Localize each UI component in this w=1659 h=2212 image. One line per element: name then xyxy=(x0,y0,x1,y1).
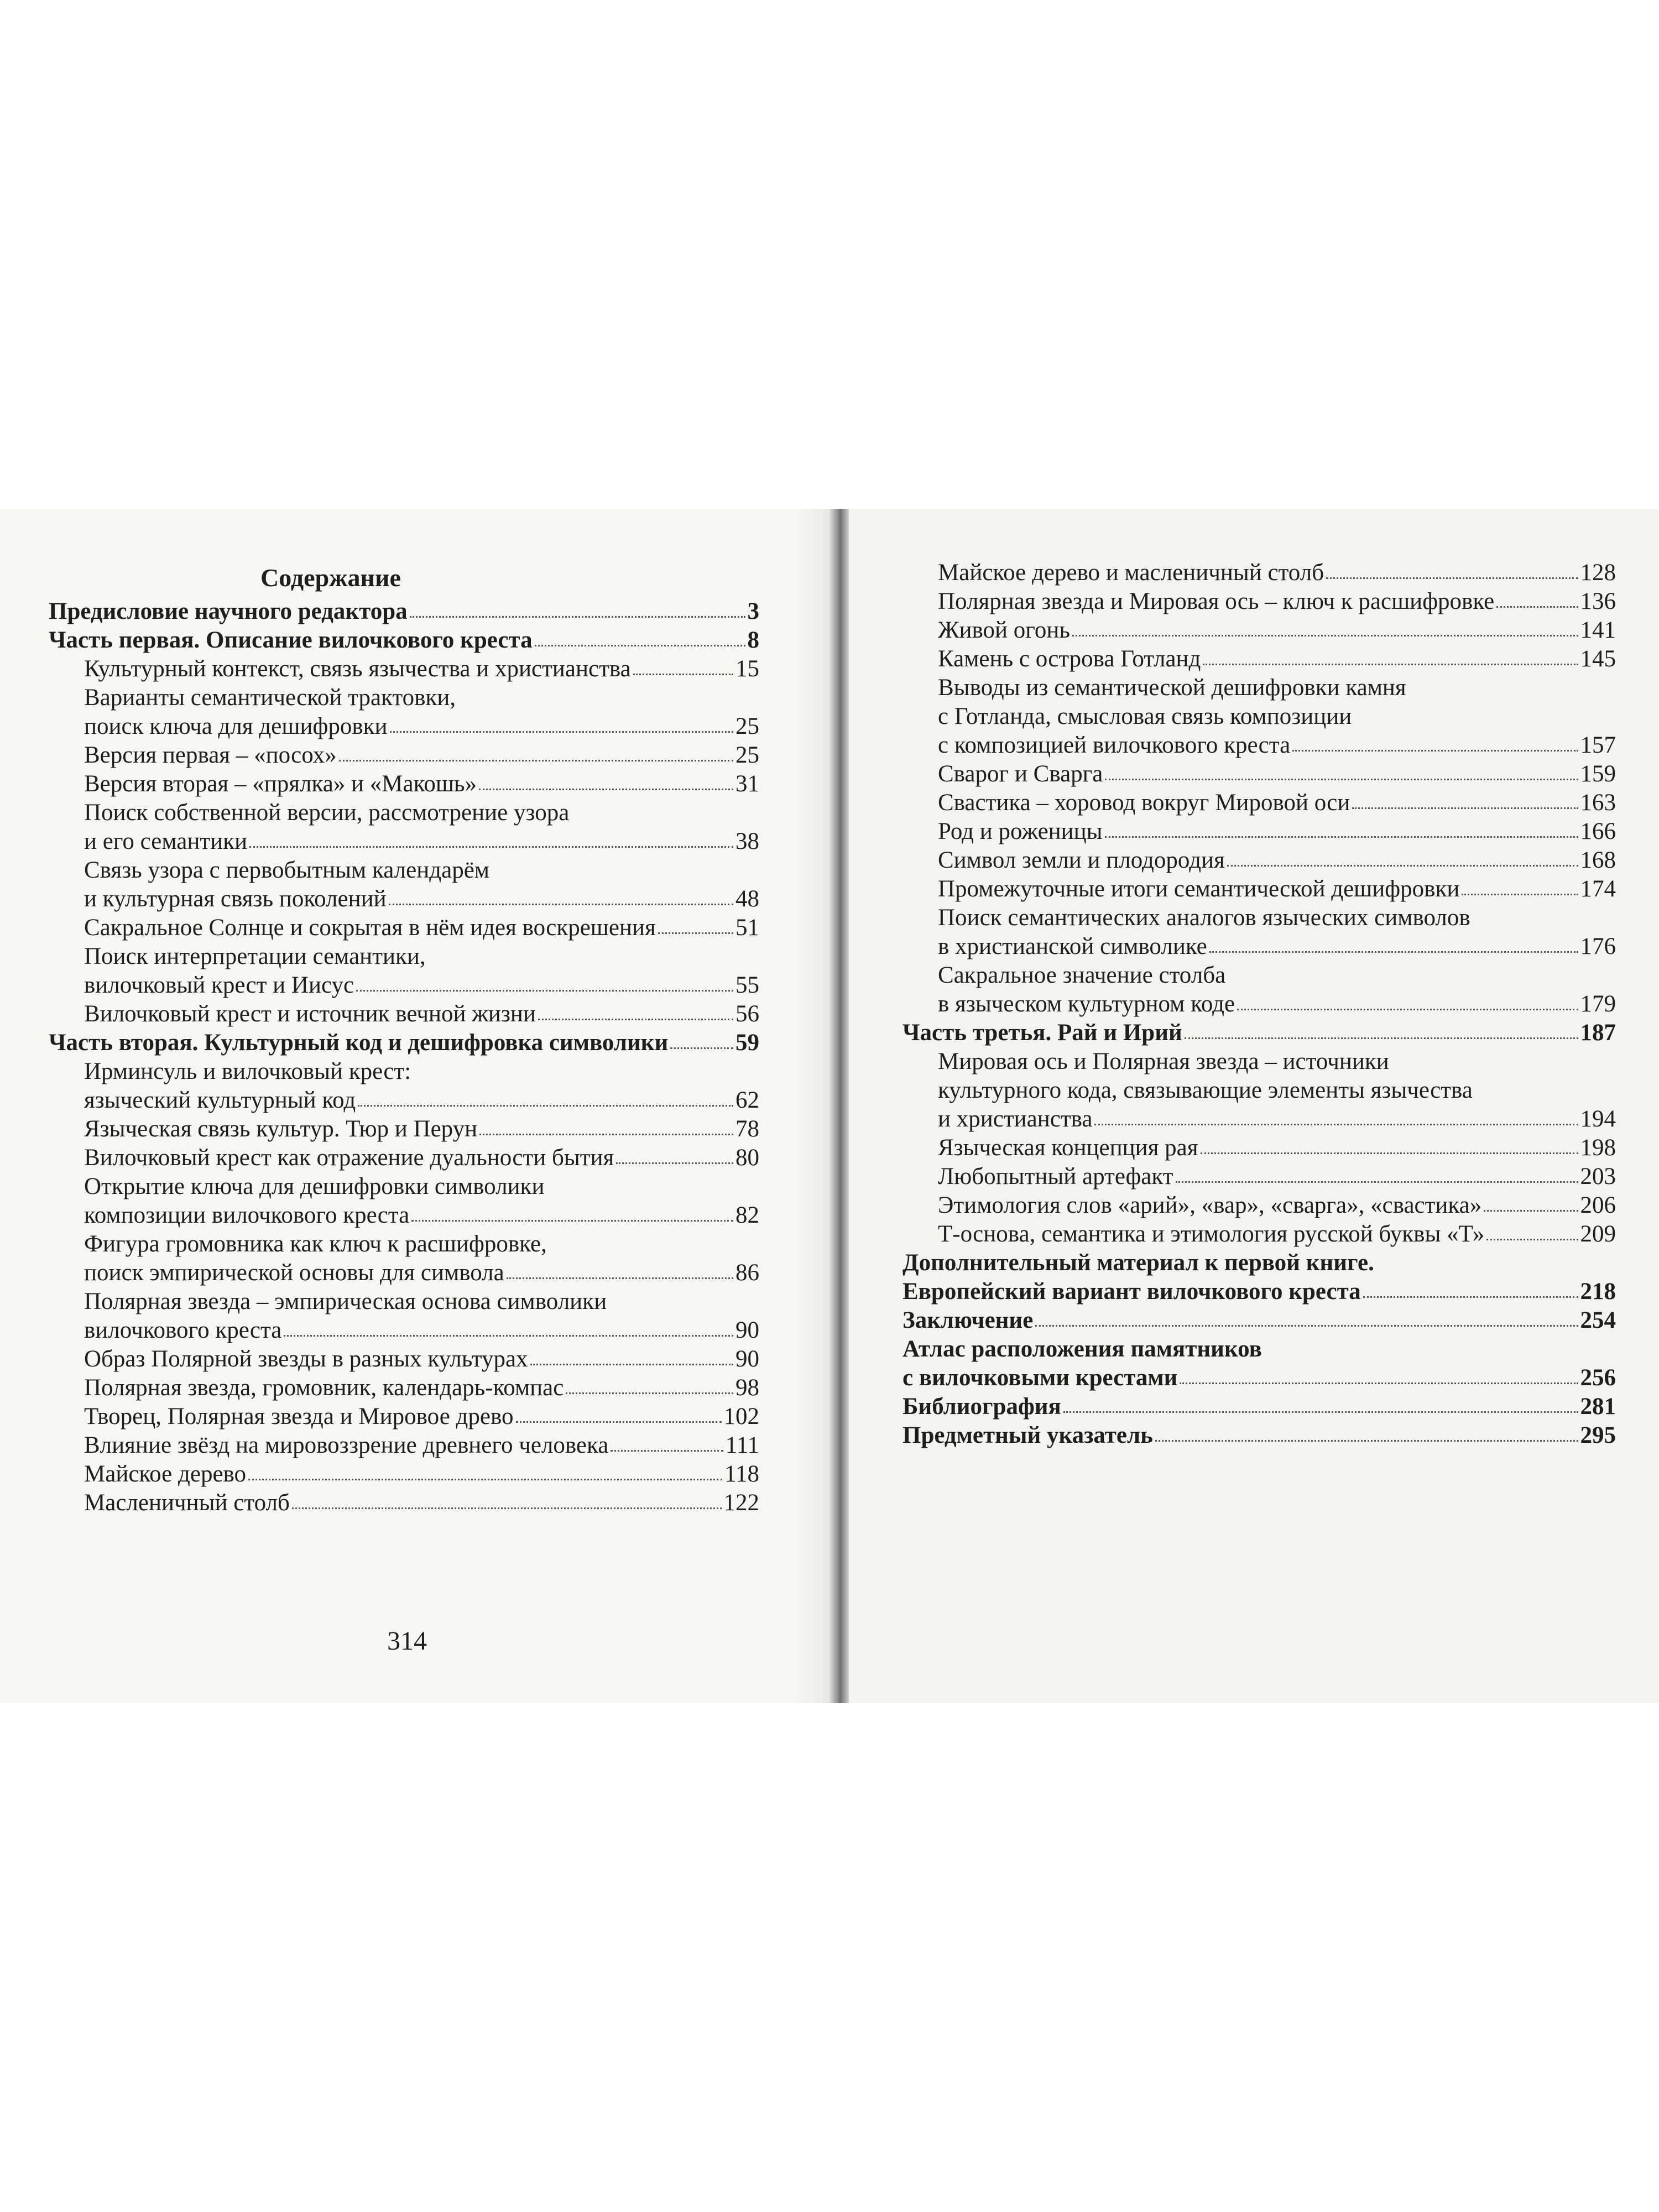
dot-leader xyxy=(389,885,733,905)
toc-entry xyxy=(49,1374,759,1402)
toc-entry-title: и культурная связь поколений xyxy=(84,886,387,912)
toc-entry-title: с композицией вилочкового креста xyxy=(938,732,1291,758)
toc-entry xyxy=(902,1047,1616,1134)
toc-entry-title: Открытие ключа для дешифровки символики xyxy=(84,1173,545,1199)
toc-entry xyxy=(49,1287,759,1345)
dot-leader xyxy=(1105,760,1578,780)
toc-entry xyxy=(49,1345,759,1374)
toc-entry-title: Предметный указатель xyxy=(902,1422,1153,1448)
toc-entry-title: Влияние звёзд на мировоззрение древнего человека xyxy=(84,1432,609,1458)
toc-page-number: 295 xyxy=(1580,1422,1616,1448)
toc-entry xyxy=(49,1057,759,1115)
toc-page-number: 59 xyxy=(735,1030,759,1056)
dot-leader xyxy=(507,1259,733,1279)
toc-entry xyxy=(49,1402,759,1431)
toc-entry xyxy=(902,1191,1616,1220)
toc-entry-line xyxy=(49,1489,759,1517)
toc-entry xyxy=(49,856,759,914)
toc-entry-line xyxy=(49,799,759,827)
toc-page-number: 218 xyxy=(1580,1279,1616,1305)
toc-page-number: 3 xyxy=(747,598,759,624)
toc-page-number: 203 xyxy=(1580,1164,1616,1190)
toc-entry xyxy=(902,846,1616,875)
toc-entry-line xyxy=(49,741,759,770)
toc-entry-title: Творец, Полярная звезда и Мировое древо xyxy=(84,1404,514,1430)
toc-entry-title: Заключение xyxy=(902,1307,1034,1333)
toc-entry-line xyxy=(49,1172,759,1201)
dot-leader xyxy=(249,827,733,848)
toc-entry-line xyxy=(49,942,759,971)
toc-page-number: 209 xyxy=(1580,1221,1616,1247)
toc-entry-line xyxy=(902,846,1616,875)
toc-entry xyxy=(902,559,1616,587)
book-gutter xyxy=(830,509,849,1703)
toc-entry-title: Часть вторая. Культурный код и дешифровка символики xyxy=(49,1030,669,1056)
toc-entry-title: Предисловие научного редактора xyxy=(49,598,408,624)
dot-leader xyxy=(670,1029,733,1049)
toc-entry-line xyxy=(49,1316,759,1345)
toc-entry-title: Вилочковый крест и источник вечной жизни xyxy=(84,1001,536,1027)
toc-entry-line xyxy=(902,1162,1616,1191)
toc-section-entry xyxy=(49,597,759,626)
toc-entry-title: Майское дерево xyxy=(84,1461,247,1487)
toc-entry-line xyxy=(49,1201,759,1230)
toc-entry-title: Дополнительный материал к первой книге. xyxy=(902,1250,1374,1276)
toc-entry xyxy=(49,741,759,770)
toc-entry-line xyxy=(902,1277,1616,1306)
dot-leader xyxy=(1180,1364,1578,1384)
toc-page-number: 163 xyxy=(1580,790,1616,816)
toc-entry xyxy=(49,770,759,799)
dot-leader xyxy=(1326,559,1578,579)
dot-leader xyxy=(1176,1162,1578,1183)
dot-leader xyxy=(356,971,733,992)
toc-entry xyxy=(902,875,1616,904)
dot-leader xyxy=(411,1201,733,1222)
dot-leader xyxy=(1292,731,1578,752)
toc-page-number: 128 xyxy=(1580,560,1616,586)
toc-entry xyxy=(49,1172,759,1230)
toc-entry-title: Версия первая – «посох» xyxy=(84,742,337,768)
toc-left-column xyxy=(49,559,759,1517)
toc-page-number: 38 xyxy=(735,828,759,854)
toc-entry-line xyxy=(49,712,759,741)
toc-entry-title: Сакральное значение столба xyxy=(938,962,1226,988)
toc-entry-title: Живой огонь xyxy=(938,617,1070,643)
toc-entry-title: Полярная звезда и Мировая ось – ключ к расшифровке xyxy=(938,588,1495,614)
right-page xyxy=(849,509,1659,1703)
toc-entry xyxy=(902,760,1616,789)
toc-entry-line xyxy=(49,1057,759,1086)
toc-page-number: 55 xyxy=(735,972,759,998)
toc-entry xyxy=(902,1220,1616,1249)
dot-leader xyxy=(1486,1220,1578,1240)
toc-page-number: 281 xyxy=(1580,1394,1616,1420)
dot-leader xyxy=(1155,1421,1578,1442)
dot-leader xyxy=(1105,817,1578,838)
toc-entry-line xyxy=(902,1019,1616,1047)
toc-page-number: 198 xyxy=(1580,1135,1616,1161)
dot-leader xyxy=(479,1115,733,1135)
toc-entry-line xyxy=(49,1402,759,1431)
toc-entry xyxy=(902,789,1616,817)
toc-page-number: 166 xyxy=(1580,818,1616,844)
toc-page-number: 82 xyxy=(735,1202,759,1228)
toc-entry-line xyxy=(49,885,759,914)
toc-entry-title: с Готланда, смысловая связь композиции xyxy=(938,703,1352,729)
toc-page-number: 256 xyxy=(1580,1365,1616,1391)
toc-page-number: 168 xyxy=(1580,847,1616,873)
toc-page-number: 90 xyxy=(735,1317,759,1343)
toc-entry-title: в христианской символике xyxy=(938,933,1207,959)
toc-page-number: 136 xyxy=(1580,588,1616,614)
toc-entry-title: Сварог и Сварга xyxy=(938,761,1103,787)
toc-entry-line xyxy=(902,875,1616,904)
toc-section-entry xyxy=(49,1029,759,1057)
toc-entry-line xyxy=(902,1105,1616,1134)
toc-entry-line xyxy=(49,1374,759,1402)
toc-entry-title: Версия вторая – «прялка» и «Макошь» xyxy=(84,771,477,797)
toc-entry-line xyxy=(49,655,759,684)
toc-entry xyxy=(902,616,1616,645)
toc-entry-title: Выводы из семантической дешифровки камня xyxy=(938,675,1406,701)
toc-page-number: 31 xyxy=(735,771,759,797)
toc-entry-line xyxy=(49,684,759,712)
toc-section-entry xyxy=(902,1306,1616,1335)
toc-entry xyxy=(902,1162,1616,1191)
dot-leader xyxy=(530,1345,733,1365)
toc-page-number: 56 xyxy=(735,1001,759,1027)
toc-entry-line xyxy=(49,626,759,655)
left-page xyxy=(0,509,830,1703)
toc-entry-line xyxy=(49,597,759,626)
toc-entry-title: Поиск семантических аналогов языческих символов xyxy=(938,905,1470,931)
toc-entry-line xyxy=(902,1249,1616,1277)
toc-entry-line xyxy=(49,1345,759,1374)
toc-entry-line xyxy=(902,760,1616,789)
toc-entry-title: Поиск собственной версии, рассмотрение узора xyxy=(84,800,570,826)
toc-entry-line xyxy=(902,702,1616,731)
toc-entry-line xyxy=(49,1000,759,1029)
toc-entry-title: культурного кода, связывающие элементы язычества xyxy=(938,1077,1473,1103)
book-spread xyxy=(0,509,1659,1703)
toc-entry xyxy=(902,645,1616,674)
toc-section-entry xyxy=(902,1277,1616,1306)
toc-right-column xyxy=(902,559,1616,1450)
toc-entry-title: вилочкового креста xyxy=(84,1317,282,1343)
toc-page-number: 159 xyxy=(1580,761,1616,787)
dot-leader xyxy=(390,712,733,733)
toc-entry-title: вилочковый крест и Иисус xyxy=(84,972,354,998)
toc-entry xyxy=(49,799,759,856)
toc-entry-title: Символ земли и плодородия xyxy=(938,847,1225,873)
toc-entry-line xyxy=(902,1047,1616,1076)
toc-entry-line xyxy=(902,904,1616,932)
toc-section-entry xyxy=(902,1421,1616,1450)
toc-entry-title: Полярная звезда – эмпирическая основа символики xyxy=(84,1288,607,1314)
dot-leader xyxy=(1209,932,1578,953)
toc-page-number: 179 xyxy=(1580,991,1616,1017)
toc-entry-title: Часть третья. Рай и Ирий xyxy=(902,1020,1182,1046)
toc-entry xyxy=(49,1144,759,1172)
toc-entry-line xyxy=(49,1144,759,1172)
dot-leader xyxy=(1462,875,1578,895)
toc-entry-title: Варианты семантической трактовки, xyxy=(84,685,456,711)
toc-page-number: 78 xyxy=(735,1116,759,1142)
toc-page-number: 122 xyxy=(723,1490,759,1516)
toc-page-number: 145 xyxy=(1580,646,1616,672)
toc-page-number: 86 xyxy=(735,1260,759,1286)
toc-entry-title: Промежуточные итоги семантической дешифровки xyxy=(938,876,1460,902)
toc-entry-title: и христианства xyxy=(938,1106,1093,1132)
toc-entry-line xyxy=(902,1392,1616,1421)
toc-entry-title: композиции вилочкового креста xyxy=(84,1202,410,1228)
toc-page-number: 111 xyxy=(725,1432,759,1458)
toc-entry-line xyxy=(902,932,1616,961)
toc-section-entry xyxy=(49,626,759,655)
toc-entry-title: поиск эмпирической основы для символа xyxy=(84,1260,504,1286)
toc-entry-title: Культурный контекст, связь язычества и христианства xyxy=(84,656,631,682)
toc-entry-line xyxy=(49,914,759,942)
toc-page-number: 25 xyxy=(735,713,759,739)
toc-entry-line xyxy=(49,1029,759,1057)
toc-entry-line xyxy=(902,1306,1616,1335)
toc-entry-title: Поиск интерпретации семантики, xyxy=(84,943,426,969)
toc-entry xyxy=(49,1489,759,1517)
dot-leader xyxy=(611,1431,723,1452)
toc-entry xyxy=(49,684,759,741)
toc-entry-title: Ирминсуль и вилочковый крест: xyxy=(84,1058,411,1084)
dot-leader xyxy=(616,1144,733,1164)
toc-entry-title: Камень с острова Готланд xyxy=(938,646,1201,672)
toc-entry xyxy=(49,1431,759,1460)
toc-page-number: 102 xyxy=(723,1404,759,1430)
toc-page-number: 90 xyxy=(735,1346,759,1372)
toc-entry-title: Свастика – хоровод вокруг Мировой оси xyxy=(938,790,1350,816)
toc-page-number: 62 xyxy=(735,1087,759,1113)
dot-leader xyxy=(1237,990,1578,1010)
toc-entry xyxy=(49,1115,759,1144)
toc-entry-title: Масленичный столб xyxy=(84,1490,290,1516)
toc-section-entry xyxy=(902,1335,1616,1392)
toc-entry-title: с вилочковыми крестами xyxy=(902,1365,1178,1391)
toc-page-number: 176 xyxy=(1580,933,1616,959)
toc-section-entry xyxy=(902,1019,1616,1047)
toc-entry-line xyxy=(902,1076,1616,1105)
toc-section-entry xyxy=(902,1392,1616,1421)
toc-entry xyxy=(902,587,1616,616)
toc-left-entries xyxy=(49,597,759,1517)
toc-entry xyxy=(902,904,1616,961)
page-number: 314 xyxy=(387,1626,427,1656)
toc-page-number: 141 xyxy=(1580,617,1616,643)
dot-leader xyxy=(566,1374,733,1394)
toc-entry xyxy=(49,942,759,1000)
toc-entry-line xyxy=(49,1287,759,1316)
toc-entry-line xyxy=(902,1335,1616,1364)
toc-entry-line xyxy=(49,1259,759,1287)
toc-entry-line xyxy=(902,616,1616,645)
toc-right-entries xyxy=(902,559,1616,1450)
dot-leader xyxy=(358,1086,733,1107)
toc-page-number: 254 xyxy=(1580,1307,1616,1333)
toc-entry xyxy=(49,655,759,684)
dot-leader xyxy=(292,1489,722,1509)
toc-entry-title: Полярная звезда, громовник, календарь-компас xyxy=(84,1375,564,1401)
toc-entry-line xyxy=(49,856,759,885)
dot-leader xyxy=(1063,1392,1578,1413)
toc-page-number: 51 xyxy=(735,915,759,941)
toc-entry-title: поиск ключа для дешифровки xyxy=(84,713,388,739)
toc-entry-line xyxy=(49,1431,759,1460)
dot-leader xyxy=(248,1460,722,1480)
toc-entry-line xyxy=(902,587,1616,616)
toc-entry-line xyxy=(902,789,1616,817)
dot-leader xyxy=(1363,1277,1578,1298)
toc-entry-line xyxy=(902,645,1616,674)
toc-entry-line xyxy=(902,731,1616,760)
dot-leader xyxy=(1035,1306,1578,1327)
dot-leader xyxy=(1201,1134,1578,1154)
toc-entry-title: Т-основа, семантика и этимология русской буквы «Т» xyxy=(938,1221,1485,1247)
toc-entry xyxy=(49,1460,759,1489)
dot-leader xyxy=(339,741,733,761)
toc-entry-line xyxy=(902,990,1616,1019)
toc-entry-title: Фигура громовника как ключ к расшифровке, xyxy=(84,1231,547,1257)
toc-page-number: 48 xyxy=(735,886,759,912)
dot-leader xyxy=(1072,616,1578,637)
toc-entry-title: Европейский вариант вилочкового креста xyxy=(902,1279,1361,1305)
toc-entry-title: Майское дерево и масленичный столб xyxy=(938,560,1324,586)
toc-entry-title: Языческая концепция рая xyxy=(938,1135,1198,1161)
toc-entry-line xyxy=(902,1191,1616,1220)
dot-leader xyxy=(538,1000,733,1020)
toc-entry-line xyxy=(49,1115,759,1144)
toc-entry-title: Вилочковый крест как отражение дуальности бытия xyxy=(84,1145,614,1171)
dot-leader xyxy=(1227,846,1578,867)
toc-entry-line xyxy=(902,559,1616,587)
toc-entry-line xyxy=(49,1230,759,1259)
dot-leader xyxy=(516,1402,722,1423)
toc-entry-title: Сакральное Солнце и сокрытая в нём идея воскрешения xyxy=(84,915,656,941)
toc-entry-line xyxy=(49,770,759,799)
toc-page-number: 206 xyxy=(1580,1192,1616,1218)
toc-page-number: 174 xyxy=(1580,876,1616,902)
dot-leader xyxy=(1484,1191,1578,1212)
toc-entry-line xyxy=(902,817,1616,846)
toc-entry xyxy=(902,674,1616,760)
dot-leader xyxy=(633,655,733,675)
toc-section-entry xyxy=(902,1249,1616,1277)
toc-page-number: 157 xyxy=(1580,732,1616,758)
toc-entry-title: языческий культурный код xyxy=(84,1087,356,1113)
toc-entry-line xyxy=(49,1460,759,1489)
toc-entry-line xyxy=(49,971,759,1000)
toc-entry-line xyxy=(902,1220,1616,1249)
toc-entry-title: Любопытный артефакт xyxy=(938,1164,1173,1190)
toc-entry-title: Образ Полярной звезды в разных культурах xyxy=(84,1346,528,1372)
dot-leader xyxy=(658,914,733,934)
toc-entry xyxy=(49,1000,759,1029)
toc-entry xyxy=(49,1230,759,1287)
toc-entry xyxy=(902,817,1616,846)
dot-leader xyxy=(284,1316,733,1337)
toc-entry xyxy=(902,961,1616,1019)
toc-entry-title: и его семантики xyxy=(84,828,248,854)
dot-leader xyxy=(535,626,745,646)
dot-leader xyxy=(1094,1105,1578,1125)
toc-entry-line xyxy=(49,1086,759,1115)
toc-entry xyxy=(902,1134,1616,1162)
gutter-shadow-left xyxy=(796,509,830,1703)
toc-entry-title: Этимология слов «арий», «вар», «сварга», «свастика» xyxy=(938,1192,1482,1218)
toc-entry-title: Библиография xyxy=(902,1394,1061,1420)
toc-entry-line xyxy=(902,961,1616,990)
toc-page-number: 8 xyxy=(747,627,759,653)
dot-leader xyxy=(410,597,745,618)
toc-page-number: 80 xyxy=(735,1145,759,1171)
toc-entry-line xyxy=(902,1364,1616,1392)
dot-leader xyxy=(479,770,733,790)
dot-leader xyxy=(1496,587,1578,608)
toc-entry-title: Часть первая. Описание вилочкового креста xyxy=(49,627,533,653)
toc-entry-title: Языческая связь культур. Тюр и Перун xyxy=(84,1116,478,1142)
toc-page-number: 194 xyxy=(1580,1106,1616,1132)
toc-page-number: 15 xyxy=(735,656,759,682)
toc-entry-title: Связь узора с первобытным календарём xyxy=(84,857,489,883)
toc-entry-title: в языческом культурном коде xyxy=(938,991,1235,1017)
toc-heading: Содержание xyxy=(260,564,401,592)
toc-entry-title: Мировая ось и Полярная звезда – источники xyxy=(938,1048,1389,1074)
toc-page-number: 98 xyxy=(735,1375,759,1401)
toc-entry-line xyxy=(902,1134,1616,1162)
toc-entry-title: Род и роженицы xyxy=(938,818,1103,844)
toc-entry-line xyxy=(902,1421,1616,1450)
toc-page-number: 187 xyxy=(1580,1020,1616,1046)
toc-page-number: 118 xyxy=(724,1461,759,1487)
dot-leader xyxy=(1203,645,1578,665)
toc-entry-line xyxy=(902,674,1616,702)
toc-page-number: 25 xyxy=(735,742,759,768)
toc-entry-line xyxy=(49,827,759,856)
dot-leader xyxy=(1376,1249,1614,1267)
toc-entry xyxy=(49,914,759,942)
dot-leader xyxy=(1185,1019,1578,1039)
dot-leader xyxy=(1352,789,1578,809)
toc-entry-title: Атлас расположения памятников xyxy=(902,1336,1262,1362)
